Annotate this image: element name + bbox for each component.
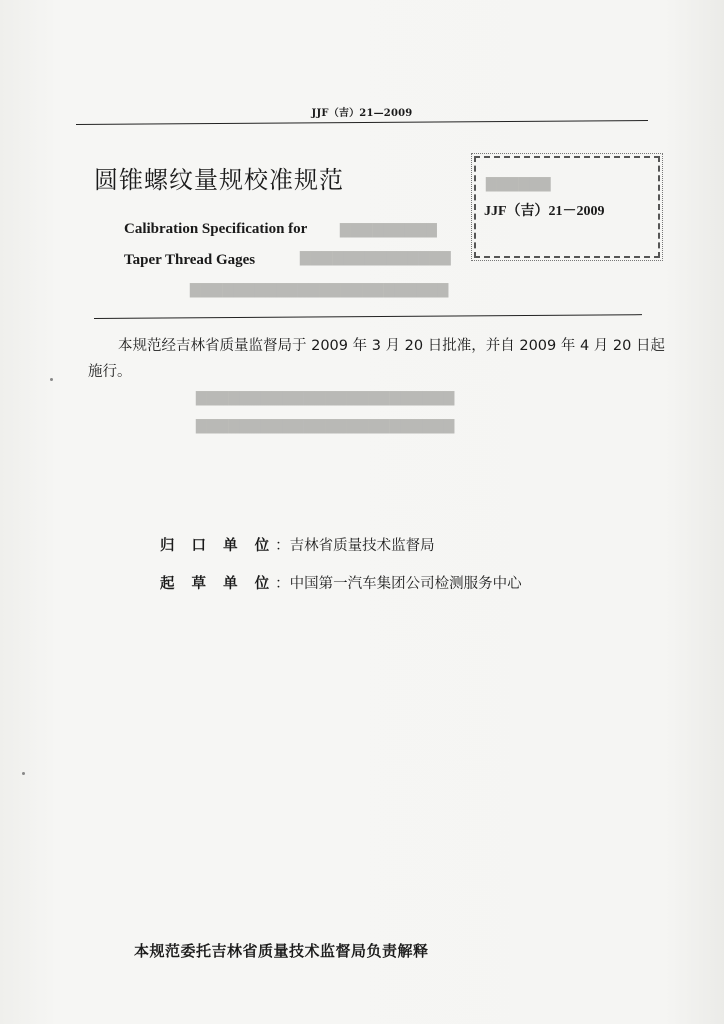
header-document-code: JJF（吉）21—2009	[311, 108, 413, 119]
show-through-text: ▇▇▇▇▇▇▇▇▇▇▇▇▇▇▇▇▇▇▇▇▇▇▇▇	[196, 418, 455, 434]
owner-unit-label: 归 口 单 位	[160, 538, 276, 554]
owner-unit-value: 吉林省质量技术监督局	[289, 538, 435, 554]
show-through-text: ▇▇▇▇▇▇▇▇▇▇▇▇▇▇	[300, 250, 451, 266]
drafter-unit-separator: ：	[275, 576, 290, 592]
owner-unit-separator: ：	[275, 538, 290, 554]
show-through-text: ▇▇▇▇▇▇▇▇▇	[340, 222, 437, 238]
drafter-unit-row	[160, 572, 522, 593]
title-english-line2: Taper Thread Gages	[124, 252, 256, 268]
owner-unit-row	[160, 534, 435, 555]
title-english-line1: Calibration Specification for	[124, 221, 308, 237]
drafter-unit-label: 起 草 单 位	[160, 576, 276, 592]
title-chinese: 圆锥螺纹量规校准规范	[94, 166, 344, 194]
drafter-unit-value: 中国第一汽车集团公司检测服务中心	[289, 576, 522, 592]
approval-statement: 本规范经吉林省质量监督局于 2009 年 3 月 20 日批准，并自 2009 年 4 月 20 日起施行。	[88, 338, 665, 380]
header-rule	[76, 120, 648, 125]
show-through-text: ▇▇▇▇▇▇▇▇▇▇▇▇▇▇▇▇▇▇▇▇▇▇▇▇	[190, 282, 449, 298]
show-through-text: ▇▇▇▇▇▇	[486, 176, 551, 192]
scan-speck	[22, 772, 25, 775]
interpretation-note: 本规范委托吉林省质量技术监督局负责解释	[134, 942, 429, 960]
scan-speck	[50, 378, 53, 381]
show-through-text: ▇▇▇▇▇▇▇▇▇▇▇▇▇▇▇▇▇▇▇▇▇▇▇▇	[196, 390, 455, 406]
title-divider-rule	[94, 314, 642, 319]
framed-document-code: JJF（吉）21－2009	[484, 204, 605, 219]
